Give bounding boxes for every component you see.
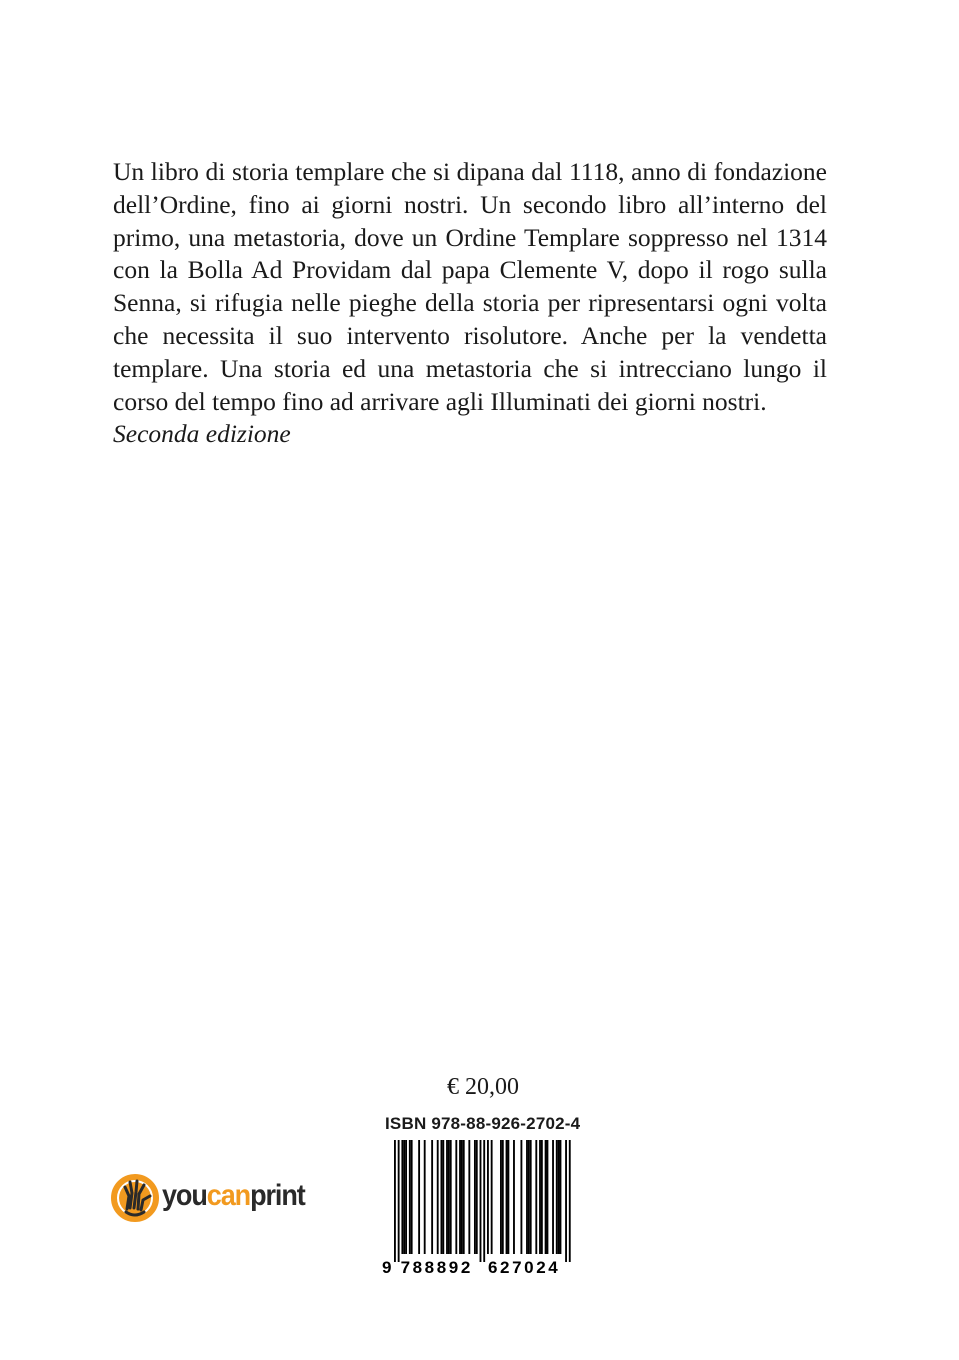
barcode-bar — [507, 1140, 509, 1254]
barcode-bar — [502, 1140, 504, 1254]
barcode-bar — [530, 1140, 532, 1254]
barcode-bar — [403, 1140, 405, 1254]
barcode-bar — [545, 1140, 547, 1254]
barcode-bar — [569, 1140, 571, 1262]
barcode-bar — [442, 1140, 444, 1254]
publisher-logo — [110, 1172, 320, 1224]
barcode-bar — [409, 1140, 411, 1254]
barcode-bar — [455, 1140, 457, 1254]
synopsis-text: Un libro di storia templare che si dipana dal 1118, anno di fondazione dell’Ordine, fino ai giorni nostri. Un secondo libro all’interno del primo, una metastoria, dove un Ordine Templare soppresso nel 1314 con la Bolla Ad Providam dal papa Clemente V, dopo il rogo sulla Senna, si rifugia nelle pieghe della storia per ripresentarsi ogni volta che necessita il suo intervento risolutore. Anche per la vendetta templare. Una storia ed una metastoria che si intrecciano lungo il corso del tempo fino ad arrivare agli Illuminati dei giorni nostri. — [113, 157, 827, 416]
barcode-bar — [459, 1140, 461, 1254]
barcode-bar — [541, 1140, 543, 1254]
barcode-bar — [446, 1140, 448, 1254]
barcode-bar — [558, 1140, 560, 1254]
barcode-bar — [520, 1140, 522, 1254]
barcode-bar — [431, 1140, 433, 1254]
barcode-bar — [450, 1140, 452, 1254]
barcode-bar — [565, 1140, 567, 1262]
barcode-bar — [468, 1140, 470, 1254]
barcode-bar — [461, 1140, 463, 1254]
barcode-bar — [411, 1140, 413, 1254]
barcode-graphic — [380, 1138, 576, 1278]
barcode-bar — [480, 1140, 482, 1262]
barcode-bar — [401, 1140, 403, 1254]
barcode-digits-right: 627024 — [488, 1258, 561, 1277]
barcode-bar — [556, 1140, 558, 1254]
wordmark-can: can — [206, 1179, 251, 1212]
publisher-wordmark — [162, 1176, 305, 1216]
barcode-bar — [474, 1140, 476, 1254]
back-cover-blurb — [113, 156, 827, 451]
barcode-bar — [526, 1140, 528, 1254]
barcode-bar — [398, 1140, 400, 1262]
hand-circle-icon — [110, 1172, 160, 1224]
barcode-bar — [535, 1140, 537, 1254]
barcode-bar — [487, 1140, 489, 1254]
wordmark-print: print — [250, 1179, 305, 1212]
barcode-bar — [528, 1140, 530, 1254]
barcode-digit-lead: 9 — [382, 1258, 392, 1277]
barcode-bar — [476, 1140, 478, 1254]
barcode-bar — [552, 1140, 554, 1254]
barcode-bar — [441, 1140, 443, 1254]
barcode-bar — [506, 1140, 508, 1254]
barcode-bar — [491, 1140, 493, 1254]
barcode-bar — [560, 1140, 562, 1254]
barcode-bar — [483, 1140, 485, 1262]
barcode-bar — [405, 1140, 407, 1254]
price-label: € 20,00 — [447, 1074, 519, 1100]
barcode — [380, 1138, 576, 1278]
barcode-bar — [500, 1140, 502, 1254]
edition-label: Seconda edizione — [113, 419, 291, 449]
barcode-bar — [424, 1140, 426, 1254]
barcode-bar — [513, 1140, 515, 1254]
wordmark-you: you — [162, 1179, 207, 1212]
barcode-bar — [463, 1140, 465, 1254]
barcode-digits-left: 788892 — [400, 1258, 473, 1277]
barcode-bar — [547, 1140, 549, 1254]
barcode-bar — [394, 1140, 396, 1262]
barcode-bar — [437, 1140, 439, 1254]
barcode-bar — [448, 1140, 450, 1254]
barcode-bar — [418, 1140, 420, 1254]
barcode-bar — [539, 1140, 541, 1254]
isbn-label: ISBN 978-88-926-2702-4 — [385, 1114, 581, 1133]
